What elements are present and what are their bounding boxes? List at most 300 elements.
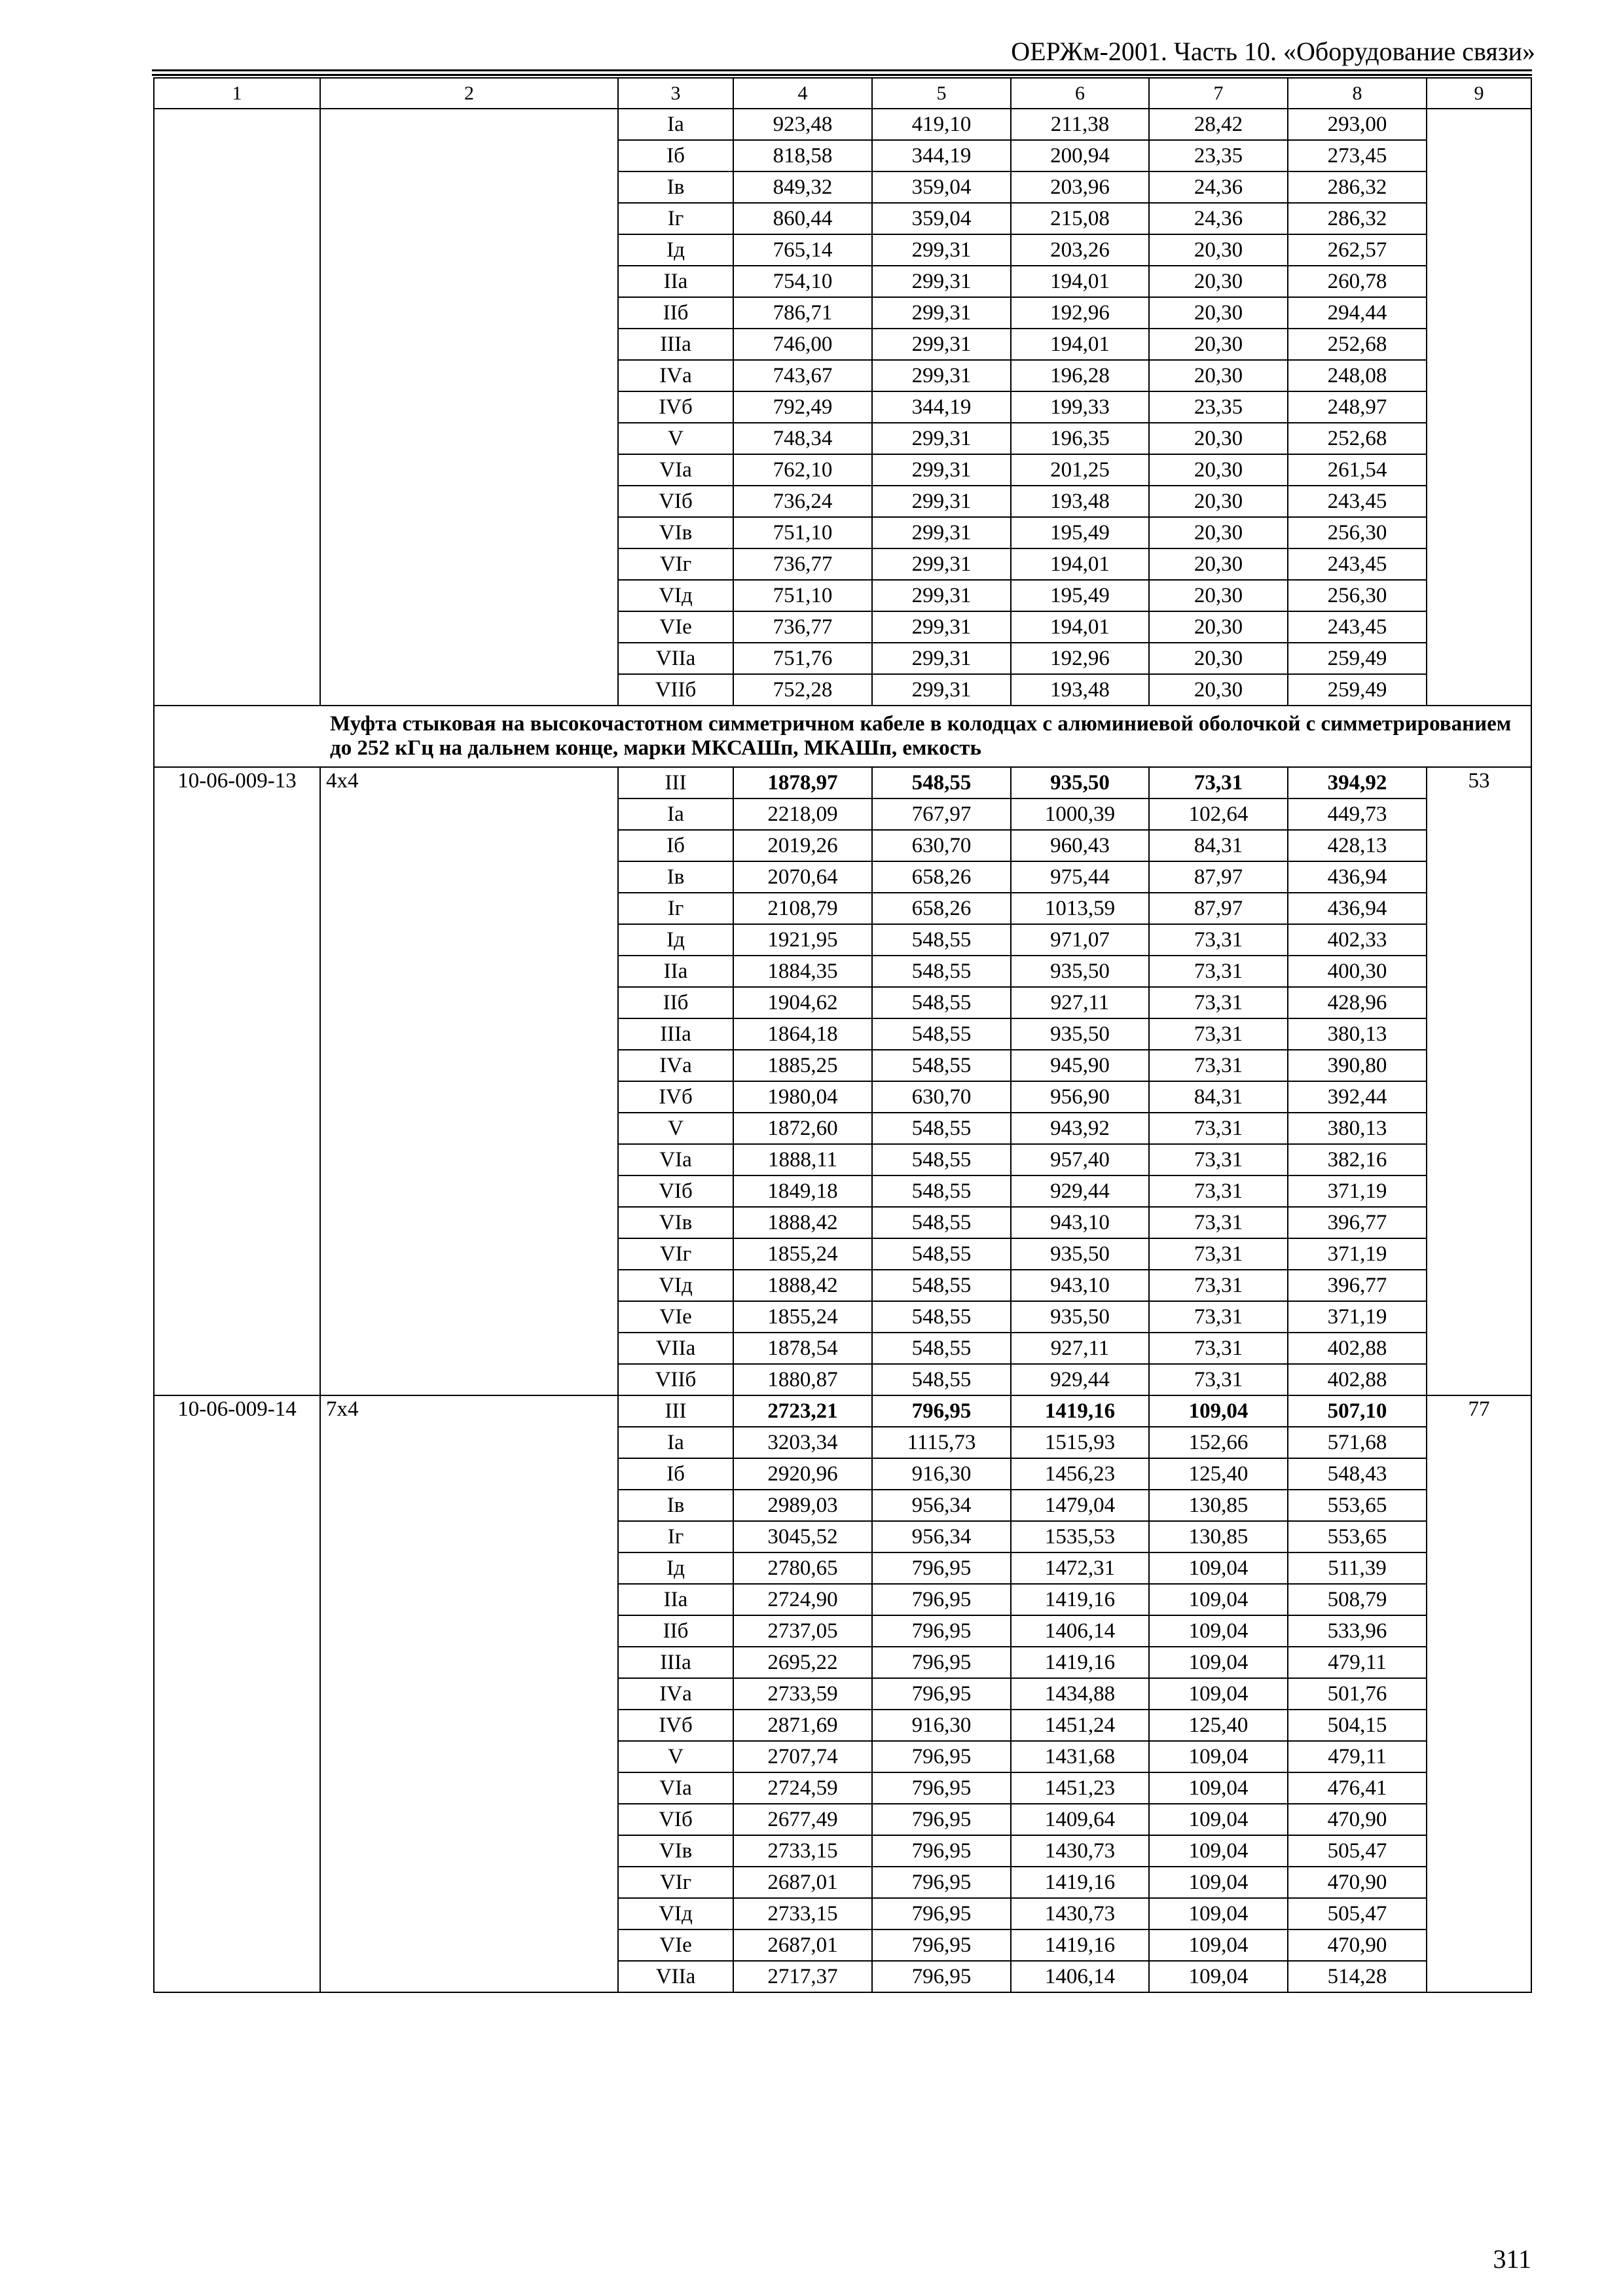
value-cell: 20,30 bbox=[1149, 234, 1288, 266]
zone-cell: VIа bbox=[618, 1144, 733, 1175]
column-number-cell: 5 bbox=[872, 78, 1011, 109]
value-cell: 243,45 bbox=[1288, 486, 1427, 517]
value-cell: 261,54 bbox=[1288, 454, 1427, 486]
value-cell: 20,30 bbox=[1149, 643, 1288, 674]
zone-cell: V bbox=[618, 1113, 733, 1144]
value-cell: 109,04 bbox=[1149, 1584, 1288, 1615]
value-cell: 956,34 bbox=[872, 1490, 1011, 1521]
value-cell: 479,11 bbox=[1288, 1647, 1427, 1678]
value-cell: 1419,16 bbox=[1011, 1929, 1149, 1961]
value-cell: 196,28 bbox=[1011, 360, 1149, 391]
value-cell: 402,88 bbox=[1288, 1333, 1427, 1364]
zone-cell: VIе bbox=[618, 611, 733, 643]
value-cell: 73,31 bbox=[1149, 1333, 1288, 1364]
value-cell: 84,31 bbox=[1149, 830, 1288, 861]
value-cell: 548,55 bbox=[872, 1175, 1011, 1207]
value-cell: 73,31 bbox=[1149, 956, 1288, 987]
value-cell: 792,49 bbox=[733, 391, 872, 423]
price-table bbox=[153, 77, 1532, 1993]
value-cell: 299,31 bbox=[872, 643, 1011, 674]
value-cell: 419,10 bbox=[872, 109, 1011, 140]
value-cell: 1419,16 bbox=[1011, 1867, 1149, 1898]
value-cell: 916,30 bbox=[872, 1458, 1011, 1490]
value-cell: 344,19 bbox=[872, 140, 1011, 171]
count-cell: 77 bbox=[1427, 1395, 1531, 1992]
value-cell: 371,19 bbox=[1288, 1301, 1427, 1333]
value-cell: 2108,79 bbox=[733, 893, 872, 924]
zone-cell: IIIа bbox=[618, 329, 733, 360]
value-cell: 630,70 bbox=[872, 830, 1011, 861]
value-cell: 1515,93 bbox=[1011, 1427, 1149, 1458]
value-cell: 130,85 bbox=[1149, 1490, 1288, 1521]
value-cell: 299,31 bbox=[872, 454, 1011, 486]
value-cell: 428,96 bbox=[1288, 987, 1427, 1018]
value-cell: 203,96 bbox=[1011, 171, 1149, 203]
value-cell: 571,68 bbox=[1288, 1427, 1427, 1458]
value-cell: 28,42 bbox=[1149, 109, 1288, 140]
value-cell: 428,13 bbox=[1288, 830, 1427, 861]
value-cell: 262,57 bbox=[1288, 234, 1427, 266]
zone-cell: IVб bbox=[618, 1710, 733, 1741]
zone-cell: V bbox=[618, 423, 733, 454]
value-cell: 294,44 bbox=[1288, 297, 1427, 329]
value-cell: 548,55 bbox=[872, 1301, 1011, 1333]
value-cell: 2920,96 bbox=[733, 1458, 872, 1490]
value-cell: 956,90 bbox=[1011, 1081, 1149, 1113]
code-cell: 10-06-009-14 bbox=[154, 1395, 320, 1992]
value-cell: 796,95 bbox=[872, 1584, 1011, 1615]
value-cell: 476,41 bbox=[1288, 1772, 1427, 1804]
value-cell: 200,94 bbox=[1011, 140, 1149, 171]
value-cell: 2737,05 bbox=[733, 1615, 872, 1647]
code-cell bbox=[154, 109, 320, 706]
value-cell: 935,50 bbox=[1011, 956, 1149, 987]
running-header: ОЕРЖм-2001. Часть 10. «Оборудование связи» bbox=[1011, 37, 1535, 66]
value-cell: 109,04 bbox=[1149, 1741, 1288, 1772]
zone-cell: VIг bbox=[618, 1867, 733, 1898]
value-cell: 109,04 bbox=[1149, 1647, 1288, 1678]
value-cell: 470,90 bbox=[1288, 1867, 1427, 1898]
value-cell: 751,10 bbox=[733, 517, 872, 548]
value-cell: 514,28 bbox=[1288, 1961, 1427, 1992]
value-cell: 548,55 bbox=[872, 987, 1011, 1018]
value-cell: 1855,24 bbox=[733, 1238, 872, 1270]
zone-cell: Iа bbox=[618, 109, 733, 140]
value-cell: 935,50 bbox=[1011, 1018, 1149, 1050]
value-cell: 743,67 bbox=[733, 360, 872, 391]
value-cell: 299,31 bbox=[872, 517, 1011, 548]
value-cell: 957,40 bbox=[1011, 1144, 1149, 1175]
value-cell: 956,34 bbox=[872, 1521, 1011, 1552]
zone-cell: Iв bbox=[618, 861, 733, 893]
page-number: 311 bbox=[1493, 2244, 1531, 2274]
value-cell: 2733,59 bbox=[733, 1678, 872, 1710]
header-rule-bottom bbox=[152, 74, 1532, 76]
value-cell: 73,31 bbox=[1149, 1018, 1288, 1050]
value-cell: 860,44 bbox=[733, 203, 872, 234]
value-cell: 199,33 bbox=[1011, 391, 1149, 423]
value-cell: 73,31 bbox=[1149, 1113, 1288, 1144]
value-cell: 1980,04 bbox=[733, 1081, 872, 1113]
value-cell: 796,95 bbox=[872, 1741, 1011, 1772]
value-cell: 548,55 bbox=[872, 1113, 1011, 1144]
zone-cell: VIв bbox=[618, 517, 733, 548]
value-cell: 927,11 bbox=[1011, 1333, 1149, 1364]
value-cell: 1419,16 bbox=[1011, 1647, 1149, 1678]
value-cell: 125,40 bbox=[1149, 1458, 1288, 1490]
zone-cell: VIIб bbox=[618, 674, 733, 706]
value-cell: 2218,09 bbox=[733, 798, 872, 830]
value-cell: 1884,35 bbox=[733, 956, 872, 987]
value-cell: 195,49 bbox=[1011, 580, 1149, 611]
value-cell: 1431,68 bbox=[1011, 1741, 1149, 1772]
value-cell: 796,95 bbox=[872, 1678, 1011, 1710]
value-cell: 1000,39 bbox=[1011, 798, 1149, 830]
value-cell: 24,36 bbox=[1149, 171, 1288, 203]
column-number-cell: 2 bbox=[320, 78, 618, 109]
value-cell: 299,31 bbox=[872, 360, 1011, 391]
value-cell: 394,92 bbox=[1288, 767, 1427, 798]
zone-cell: VIб bbox=[618, 486, 733, 517]
value-cell: 796,95 bbox=[872, 1835, 1011, 1867]
value-cell: 1409,64 bbox=[1011, 1804, 1149, 1835]
table-row bbox=[154, 1395, 1531, 1427]
value-cell: 73,31 bbox=[1149, 1364, 1288, 1395]
value-cell: 658,26 bbox=[872, 893, 1011, 924]
value-cell: 1406,14 bbox=[1011, 1961, 1149, 1992]
value-cell: 1872,60 bbox=[733, 1113, 872, 1144]
value-cell: 299,31 bbox=[872, 548, 1011, 580]
value-cell: 548,55 bbox=[872, 1018, 1011, 1050]
zone-cell: VIIа bbox=[618, 1961, 733, 1992]
value-cell: 2687,01 bbox=[733, 1929, 872, 1961]
zone-cell: VIг bbox=[618, 1238, 733, 1270]
column-number-cell: 1 bbox=[154, 78, 320, 109]
value-cell: 2019,26 bbox=[733, 830, 872, 861]
value-cell: 436,94 bbox=[1288, 861, 1427, 893]
value-cell: 20,30 bbox=[1149, 611, 1288, 643]
value-cell: 945,90 bbox=[1011, 1050, 1149, 1081]
value-cell: 1013,59 bbox=[1011, 893, 1149, 924]
value-cell: 392,44 bbox=[1288, 1081, 1427, 1113]
value-cell: 2780,65 bbox=[733, 1552, 872, 1584]
value-cell: 20,30 bbox=[1149, 517, 1288, 548]
zone-cell: IIб bbox=[618, 1615, 733, 1647]
capacity-cell bbox=[320, 109, 618, 706]
value-cell: 24,36 bbox=[1149, 203, 1288, 234]
zone-cell: Iг bbox=[618, 1521, 733, 1552]
value-cell: 548,55 bbox=[872, 1050, 1011, 1081]
value-cell: 548,55 bbox=[872, 1144, 1011, 1175]
value-cell: 748,34 bbox=[733, 423, 872, 454]
value-cell: 286,32 bbox=[1288, 171, 1427, 203]
value-cell: 818,58 bbox=[733, 140, 872, 171]
zone-cell: Iг bbox=[618, 203, 733, 234]
zone-cell: Iа bbox=[618, 798, 733, 830]
value-cell: 1434,88 bbox=[1011, 1678, 1149, 1710]
zone-cell: IIIа bbox=[618, 1018, 733, 1050]
value-cell: 396,77 bbox=[1288, 1207, 1427, 1238]
table-row bbox=[154, 767, 1531, 798]
count-cell bbox=[1427, 109, 1531, 706]
zone-cell: VIIа bbox=[618, 1333, 733, 1364]
value-cell: 130,85 bbox=[1149, 1521, 1288, 1552]
value-cell: 73,31 bbox=[1149, 1238, 1288, 1270]
zone-cell: Iв bbox=[618, 1490, 733, 1521]
value-cell: 630,70 bbox=[872, 1081, 1011, 1113]
value-cell: 20,30 bbox=[1149, 297, 1288, 329]
value-cell: 767,97 bbox=[872, 798, 1011, 830]
value-cell: 1888,42 bbox=[733, 1270, 872, 1301]
value-cell: 73,31 bbox=[1149, 767, 1288, 798]
value-cell: 371,19 bbox=[1288, 1175, 1427, 1207]
value-cell: 553,65 bbox=[1288, 1521, 1427, 1552]
zone-cell: Iа bbox=[618, 1427, 733, 1458]
value-cell: 658,26 bbox=[872, 861, 1011, 893]
value-cell: 215,08 bbox=[1011, 203, 1149, 234]
value-cell: 1419,16 bbox=[1011, 1584, 1149, 1615]
value-cell: 929,44 bbox=[1011, 1175, 1149, 1207]
value-cell: 935,50 bbox=[1011, 1238, 1149, 1270]
value-cell: 299,31 bbox=[872, 297, 1011, 329]
value-cell: 286,32 bbox=[1288, 203, 1427, 234]
value-cell: 20,30 bbox=[1149, 454, 1288, 486]
value-cell: 109,04 bbox=[1149, 1961, 1288, 1992]
value-cell: 102,64 bbox=[1149, 798, 1288, 830]
value-cell: 359,04 bbox=[872, 203, 1011, 234]
value-cell: 752,28 bbox=[733, 674, 872, 706]
value-cell: 1419,16 bbox=[1011, 1395, 1149, 1427]
value-cell: 203,26 bbox=[1011, 234, 1149, 266]
value-cell: 796,95 bbox=[872, 1647, 1011, 1678]
zone-cell: III bbox=[618, 1395, 733, 1427]
value-cell: 2687,01 bbox=[733, 1867, 872, 1898]
value-cell: 109,04 bbox=[1149, 1395, 1288, 1427]
column-number-row bbox=[154, 78, 1531, 109]
value-cell: 449,73 bbox=[1288, 798, 1427, 830]
value-cell: 1855,24 bbox=[733, 1301, 872, 1333]
value-cell: 400,30 bbox=[1288, 956, 1427, 987]
value-cell: 299,31 bbox=[872, 266, 1011, 297]
zone-cell: VIг bbox=[618, 548, 733, 580]
value-cell: 1456,23 bbox=[1011, 1458, 1149, 1490]
value-cell: 796,95 bbox=[872, 1615, 1011, 1647]
capacity-cell: 4х4 bbox=[320, 767, 618, 1395]
zone-cell: IVб bbox=[618, 391, 733, 423]
value-cell: 293,00 bbox=[1288, 109, 1427, 140]
value-cell: 3203,34 bbox=[733, 1427, 872, 1458]
zone-cell: III bbox=[618, 767, 733, 798]
zone-cell: VIа bbox=[618, 1772, 733, 1804]
zone-cell: IVб bbox=[618, 1081, 733, 1113]
value-cell: 2695,22 bbox=[733, 1647, 872, 1678]
zone-cell: Iб bbox=[618, 830, 733, 861]
value-cell: 396,77 bbox=[1288, 1270, 1427, 1301]
value-cell: 20,30 bbox=[1149, 548, 1288, 580]
value-cell: 548,55 bbox=[872, 956, 1011, 987]
section-title: Муфта стыковая на высокочастотном симметричном кабеле в колодцах с алюминиевой оболочкой с симметрированием до 252 кГц на дальнем конце, марки МКСАШп, МКАШп, емкость bbox=[154, 706, 1531, 767]
zone-cell: VIIа bbox=[618, 643, 733, 674]
value-cell: 109,04 bbox=[1149, 1552, 1288, 1584]
value-cell: 299,31 bbox=[872, 486, 1011, 517]
value-cell: 1430,73 bbox=[1011, 1898, 1149, 1929]
value-cell: 553,65 bbox=[1288, 1490, 1427, 1521]
zone-cell: VIб bbox=[618, 1804, 733, 1835]
zone-cell: IIIа bbox=[618, 1647, 733, 1678]
value-cell: 943,10 bbox=[1011, 1207, 1149, 1238]
value-cell: 548,55 bbox=[872, 1364, 1011, 1395]
value-cell: 2724,59 bbox=[733, 1772, 872, 1804]
zone-cell: Iд bbox=[618, 924, 733, 956]
value-cell: 751,10 bbox=[733, 580, 872, 611]
value-cell: 23,35 bbox=[1149, 391, 1288, 423]
value-cell: 299,31 bbox=[872, 234, 1011, 266]
value-cell: 751,76 bbox=[733, 643, 872, 674]
value-cell: 2707,74 bbox=[733, 1741, 872, 1772]
value-cell: 943,10 bbox=[1011, 1270, 1149, 1301]
value-cell: 344,19 bbox=[872, 391, 1011, 423]
value-cell: 73,31 bbox=[1149, 1207, 1288, 1238]
value-cell: 371,19 bbox=[1288, 1238, 1427, 1270]
section-title-row bbox=[154, 706, 1531, 767]
column-number-cell: 6 bbox=[1011, 78, 1149, 109]
value-cell: 248,08 bbox=[1288, 360, 1427, 391]
count-cell: 53 bbox=[1427, 767, 1531, 1395]
value-cell: 193,48 bbox=[1011, 674, 1149, 706]
value-cell: 960,43 bbox=[1011, 830, 1149, 861]
zone-cell: Iб bbox=[618, 1458, 733, 1490]
value-cell: 548,55 bbox=[872, 1238, 1011, 1270]
value-cell: 109,04 bbox=[1149, 1615, 1288, 1647]
value-cell: 382,16 bbox=[1288, 1144, 1427, 1175]
value-cell: 2989,03 bbox=[733, 1490, 872, 1521]
value-cell: 796,95 bbox=[872, 1395, 1011, 1427]
value-cell: 796,95 bbox=[872, 1898, 1011, 1929]
value-cell: 2717,37 bbox=[733, 1961, 872, 1992]
value-cell: 194,01 bbox=[1011, 611, 1149, 643]
zone-cell: Iд bbox=[618, 234, 733, 266]
column-number-cell: 7 bbox=[1149, 78, 1288, 109]
value-cell: 260,78 bbox=[1288, 266, 1427, 297]
zone-cell: Iг bbox=[618, 893, 733, 924]
value-cell: 87,97 bbox=[1149, 893, 1288, 924]
value-cell: 1880,87 bbox=[733, 1364, 872, 1395]
value-cell: 796,95 bbox=[872, 1867, 1011, 1898]
value-cell: 195,49 bbox=[1011, 517, 1149, 548]
value-cell: 20,30 bbox=[1149, 266, 1288, 297]
value-cell: 736,77 bbox=[733, 611, 872, 643]
capacity-cell: 7х4 bbox=[320, 1395, 618, 1992]
value-cell: 192,96 bbox=[1011, 643, 1149, 674]
value-cell: 109,04 bbox=[1149, 1678, 1288, 1710]
value-cell: 470,90 bbox=[1288, 1929, 1427, 1961]
value-cell: 746,00 bbox=[733, 329, 872, 360]
value-cell: 796,95 bbox=[872, 1772, 1011, 1804]
value-cell: 84,31 bbox=[1149, 1081, 1288, 1113]
value-cell: 548,55 bbox=[872, 1207, 1011, 1238]
value-cell: 929,44 bbox=[1011, 1364, 1149, 1395]
value-cell: 548,55 bbox=[872, 1270, 1011, 1301]
value-cell: 786,71 bbox=[733, 297, 872, 329]
value-cell: 916,30 bbox=[872, 1710, 1011, 1741]
value-cell: 73,31 bbox=[1149, 987, 1288, 1018]
value-cell: 109,04 bbox=[1149, 1835, 1288, 1867]
value-cell: 259,49 bbox=[1288, 643, 1427, 674]
value-cell: 2733,15 bbox=[733, 1835, 872, 1867]
value-cell: 256,30 bbox=[1288, 580, 1427, 611]
value-cell: 1472,31 bbox=[1011, 1552, 1149, 1584]
zone-cell: V bbox=[618, 1741, 733, 1772]
value-cell: 273,45 bbox=[1288, 140, 1427, 171]
value-cell: 252,68 bbox=[1288, 329, 1427, 360]
zone-cell: VIд bbox=[618, 1270, 733, 1301]
value-cell: 1479,04 bbox=[1011, 1490, 1149, 1521]
value-cell: 243,45 bbox=[1288, 548, 1427, 580]
value-cell: 2677,49 bbox=[733, 1804, 872, 1835]
value-cell: 975,44 bbox=[1011, 861, 1149, 893]
value-cell: 1451,23 bbox=[1011, 1772, 1149, 1804]
value-cell: 20,30 bbox=[1149, 486, 1288, 517]
value-cell: 479,11 bbox=[1288, 1741, 1427, 1772]
zone-cell: VIIб bbox=[618, 1364, 733, 1395]
value-cell: 23,35 bbox=[1149, 140, 1288, 171]
value-cell: 256,30 bbox=[1288, 517, 1427, 548]
value-cell: 1904,62 bbox=[733, 987, 872, 1018]
value-cell: 765,14 bbox=[733, 234, 872, 266]
value-cell: 73,31 bbox=[1149, 924, 1288, 956]
value-cell: 935,50 bbox=[1011, 767, 1149, 798]
value-cell: 152,66 bbox=[1149, 1427, 1288, 1458]
value-cell: 2723,21 bbox=[733, 1395, 872, 1427]
code-cell: 10-06-009-13 bbox=[154, 767, 320, 1395]
value-cell: 1864,18 bbox=[733, 1018, 872, 1050]
value-cell: 470,90 bbox=[1288, 1804, 1427, 1835]
value-cell: 754,10 bbox=[733, 266, 872, 297]
value-cell: 736,24 bbox=[733, 486, 872, 517]
zone-cell: Iд bbox=[618, 1552, 733, 1584]
value-cell: 125,40 bbox=[1149, 1710, 1288, 1741]
column-number-cell: 8 bbox=[1288, 78, 1427, 109]
value-cell: 1115,73 bbox=[872, 1427, 1011, 1458]
zone-cell: VIе bbox=[618, 1301, 733, 1333]
value-cell: 501,76 bbox=[1288, 1678, 1427, 1710]
value-cell: 299,31 bbox=[872, 674, 1011, 706]
value-cell: 2724,90 bbox=[733, 1584, 872, 1615]
value-cell: 390,80 bbox=[1288, 1050, 1427, 1081]
zone-cell: IIа bbox=[618, 1584, 733, 1615]
value-cell: 762,10 bbox=[733, 454, 872, 486]
value-cell: 533,96 bbox=[1288, 1615, 1427, 1647]
value-cell: 1451,24 bbox=[1011, 1710, 1149, 1741]
value-cell: 73,31 bbox=[1149, 1050, 1288, 1081]
value-cell: 1406,14 bbox=[1011, 1615, 1149, 1647]
value-cell: 849,32 bbox=[733, 171, 872, 203]
value-cell: 736,77 bbox=[733, 548, 872, 580]
value-cell: 20,30 bbox=[1149, 580, 1288, 611]
value-cell: 1430,73 bbox=[1011, 1835, 1149, 1867]
value-cell: 299,31 bbox=[872, 423, 1011, 454]
value-cell: 796,95 bbox=[872, 1929, 1011, 1961]
zone-cell: VIб bbox=[618, 1175, 733, 1207]
value-cell: 796,95 bbox=[872, 1961, 1011, 1992]
header-rule-top bbox=[152, 69, 1532, 71]
value-cell: 548,55 bbox=[872, 924, 1011, 956]
column-number-cell: 3 bbox=[618, 78, 733, 109]
value-cell: 1888,42 bbox=[733, 1207, 872, 1238]
value-cell: 1878,54 bbox=[733, 1333, 872, 1364]
value-cell: 248,97 bbox=[1288, 391, 1427, 423]
value-cell: 504,15 bbox=[1288, 1710, 1427, 1741]
